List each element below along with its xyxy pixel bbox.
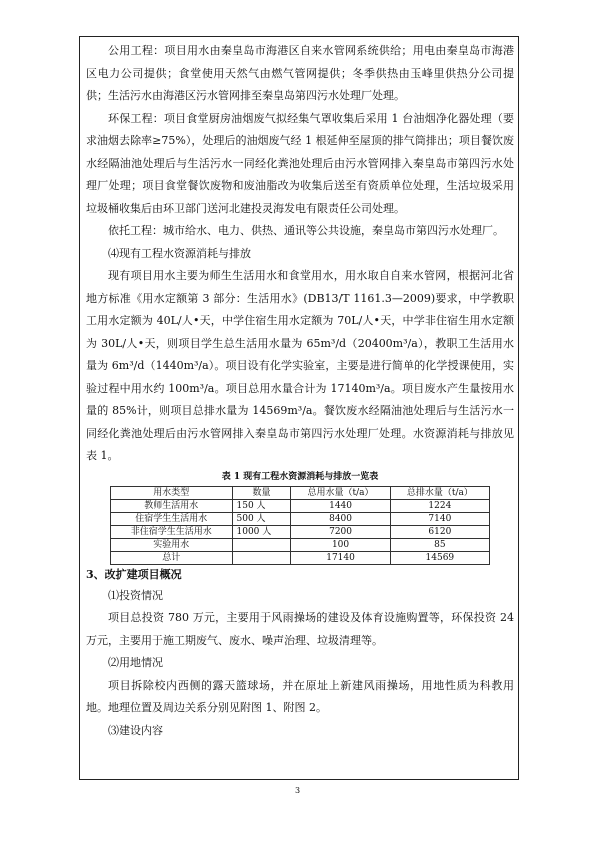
table-header-row	[111, 486, 490, 499]
table-row	[111, 512, 490, 525]
subheading-investment: ⑴投资情况	[108, 588, 163, 602]
paragraph-land-use: 项目拆除校内西侧的露天篮球场，并在原址上新建风雨操场，用地性质为科教用地。地理位置及周边关系分别见附图 1、附图 2。	[86, 678, 514, 714]
paragraph-public-works: 公用工程：项目用水由秦皇岛市海港区自来水管网系统供给；用电由秦皇岛市海港区电力公司提供；食堂使用天然气由燃气管网提供；冬季供热由玉峰里供热分公司提供；生活污水由海港区污水管网排至秦皇岛第四污水处理厂处理。	[86, 44, 514, 102]
water-table	[110, 486, 490, 565]
table-cell: 100	[291, 538, 390, 551]
section-heading: 3、改扩建项目概况	[86, 567, 182, 581]
table-header: 总排水量（t/a）	[390, 486, 489, 499]
table-cell: 17140	[291, 551, 390, 564]
table-cell: 14569	[390, 551, 489, 564]
table-caption: 表 1 现有工程水资源消耗与排放一览表	[221, 471, 379, 482]
table-cell: 1224	[390, 499, 489, 512]
table-row	[111, 525, 490, 538]
table-cell: 150 人	[232, 499, 291, 512]
table-cell: 500 人	[232, 512, 291, 525]
table-cell: 6120	[390, 525, 489, 538]
paragraph-env-works: 环保工程：项目食堂厨房油烟废气拟经集气罩收集后采用 1 台油烟净化器处理（要求油烟去除率≥75%），处理后的油烟废气经 1 根延伸至屋顶的排气筒排出；项目餐饮废水经隔油池处理后与生活污水一同经化粪池处理后由污水管网排入秦皇岛市第四污水处理厂处理；项目食堂餐饮废物和废油脂改为收集后送至有资质单位处理，生活垃圾采用垃圾桶收集后由环卫部门送河北建投灵海发电有限责任公司处理。	[86, 111, 514, 215]
table-cell: 7200	[291, 525, 390, 538]
table-cell: 1000 人	[232, 525, 291, 538]
table-row	[111, 551, 490, 564]
table-cell: 教师生活用水	[111, 499, 233, 512]
table-cell: 85	[390, 538, 489, 551]
table-cell: 总计	[111, 551, 233, 564]
table-cell: 8400	[291, 512, 390, 525]
table-row	[111, 538, 490, 551]
document-body	[86, 40, 514, 742]
table-cell: 住宿学生生活用水	[111, 512, 233, 525]
subheading-construction: ⑶建设内容	[108, 723, 163, 737]
table-cell: 1440	[291, 499, 390, 512]
table-cell: 7140	[390, 512, 489, 525]
table-cell: 非住宿学生生活用水	[111, 525, 233, 538]
table-header: 用水类型	[111, 486, 233, 499]
table-row	[111, 499, 490, 512]
table-cell	[232, 538, 291, 551]
table-header: 总用水量（t/a）	[291, 486, 390, 499]
paragraph-investment: 项目总投资 780 万元，主要用于风雨操场的建设及体育设施购置等，环保投资 24 万元，主要用于施工期废气、废水、噪声治理、垃圾清理等。	[86, 611, 514, 647]
subheading-land-use: ⑵用地情况	[108, 656, 163, 669]
table-cell: 实验用水	[111, 538, 233, 551]
paragraph-water-usage: 现有项目用水主要为师生生活用水和食堂用水，用水取自自来水管网，根据河北省地方标准《用水定额第 3 部分：生活用水》(DB13/T 1161.3—2009)要求，中学教职工用水定额为 40L/人•天，中学住宿生用水定额为 70L/人•天，中学非住宿生用水定额为 30L/人•天，则项目学生总生活用水量为 65m³/d（20400m³/a），教职工生活用水量为 6m³/d（1440m³/a）。项目设有化学实验室，主要是进行简单的化学授课使用，实验过程中用水约 100m³/a。项目总用水量合计为 17140m³/a。项目废水产生量按用水量的 85%计，则项目总排水量为 14569m³/a。餐饮废水经隔油池处理后与生活污水一同经化粪池处理后由污水管网排入秦皇岛市第四污水处理厂处理。水资源消耗与排放见表 1。	[86, 269, 514, 462]
paragraph-support-works: 依托工程：城市给水、电力、供热、通讯等公共设施，秦皇岛市第四污水处理厂。	[108, 224, 504, 237]
page-number: 3	[294, 786, 301, 795]
table-cell	[232, 551, 291, 564]
table-header: 数量	[232, 486, 291, 499]
subheading-water-resources: ⑷现有工程水资源消耗与排放	[108, 246, 251, 260]
